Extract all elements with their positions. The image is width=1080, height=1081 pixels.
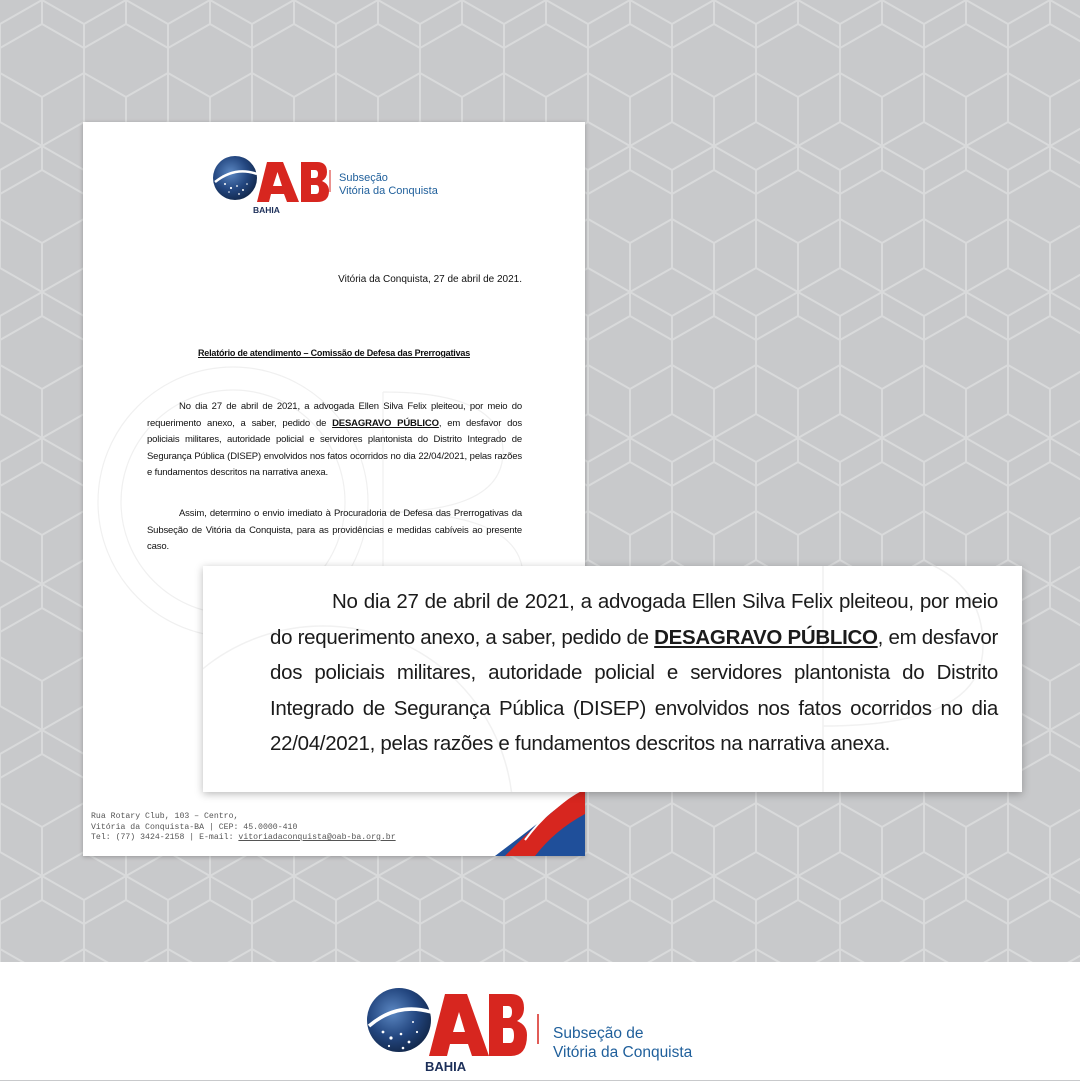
- zoom-paragraph: [270, 584, 998, 762]
- footer-email-link[interactable]: vitoriadaconquista@oab-ba.org.br: [238, 833, 396, 842]
- bottom-bar: [0, 962, 1080, 1080]
- globe-icon: [367, 988, 431, 1052]
- footer-swoosh: [495, 786, 585, 856]
- logo-subsection-line2: Vitória da Conquista: [339, 185, 438, 197]
- document-date: Vitória da Conquista, 27 de abril de 2021.: [338, 274, 522, 285]
- paragraph-text: , em desfavor dos policiais militares, autoridade policial e servidores plantonista do Distrito Integrado de Segurança Pública (DISEP) envolvidos nos fatos ocorridos no dia 22/04/2021, pelas razões e fundamentos descritos na narrativa anexa.: [147, 417, 522, 478]
- logo-state: BAHIA: [253, 205, 280, 215]
- bottom-logo-state: BAHIA: [425, 1059, 467, 1074]
- globe-icon: [213, 156, 257, 200]
- paragraph-emphasis: DESAGRAVO PÚBLICO: [332, 417, 439, 429]
- bottom-logo-subsection-line2: Vitória da Conquista: [553, 1044, 693, 1061]
- document-heading: Relatório de atendimento – Comissão de Defesa das Prerrogativas: [198, 348, 470, 358]
- zoom-callout: [203, 566, 1022, 792]
- zoom-emphasis: DESAGRAVO PÚBLICO: [654, 625, 878, 649]
- zoom-text: , em desfavor dos policiais militares, autoridade policial e servidores plantonista do Distrito Integrado de Segurança Pública (DISEP) envolvidos nos fatos ocorridos no dia 22/04/2021, pelas razões e fundamentos descritos na narrativa anexa.: [270, 625, 998, 755]
- oab-letters: [257, 162, 329, 202]
- document-paragraph-2: Assim, determino o envio imediato à Procuradoria de Defesa das Prerrogativas da Subseção de Vitória da Conquista, para as providências e medidas cabíveis ao presente caso.: [147, 508, 522, 552]
- bottom-logo-subsection-line1: Subseção de: [553, 1025, 644, 1042]
- logo-subsection-line1: Subseção: [339, 172, 388, 184]
- paragraph-text: No dia 27 de abril de 2021, a advogada Ellen Silva Felix pleiteou, por meio do requerimento anexo, a saber, pedido de: [147, 401, 522, 429]
- footer-phone: Tel: (77) 3424-2158 | E-mail:: [91, 833, 239, 842]
- zoom-text: No dia 27 de abril de 2021, a advogada Ellen Silva Felix pleiteou, por meio do requerimento anexo, a saber, pedido de: [270, 590, 998, 649]
- document-footer: [91, 812, 396, 844]
- footer-address: Rua Rotary Club, 103 – Centro,: [91, 812, 239, 821]
- document-logo: [213, 156, 463, 236]
- oab-letters: [429, 994, 527, 1056]
- bottom-logo: [365, 976, 725, 1076]
- footer-contact: [91, 833, 396, 844]
- document-paragraph-1: [147, 399, 522, 482]
- footer-city: Vitória da Conquista-BA | CEP: 45.0000-410: [91, 822, 298, 832]
